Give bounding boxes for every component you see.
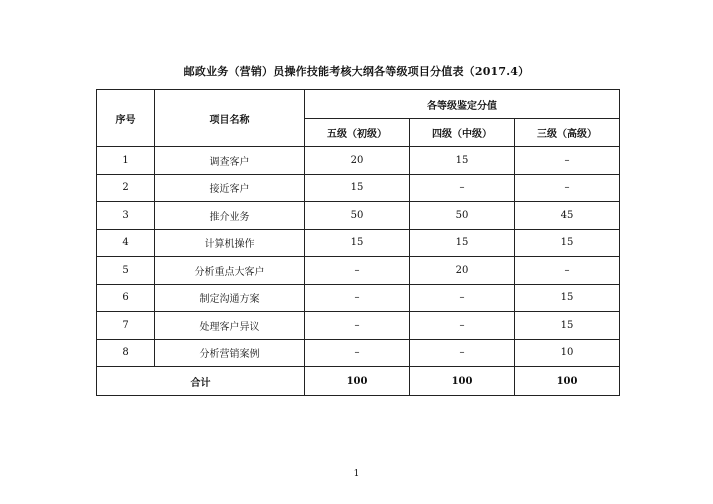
cell-seq: 2: [97, 174, 155, 202]
total-level-4: 100: [410, 367, 515, 396]
cell-level-3: –: [515, 147, 620, 175]
cell-level-4: –: [410, 174, 515, 202]
table-row: [97, 284, 620, 312]
cell-level-5: 20: [305, 147, 410, 175]
cell-level-3: 15: [515, 284, 620, 312]
cell-item-name: 接近客户: [155, 174, 305, 202]
cell-level-5: –: [305, 339, 410, 367]
cell-level-3: –: [515, 257, 620, 285]
cell-level-3: 15: [515, 312, 620, 340]
total-level-3: 100: [515, 367, 620, 396]
table-row: [97, 174, 620, 202]
header-level-5: 五级（初级）: [305, 119, 410, 147]
cell-level-3: 45: [515, 202, 620, 230]
table-row: [97, 312, 620, 340]
cell-item-name: 分析重点大客户: [155, 257, 305, 285]
cell-item-name: 制定沟通方案: [155, 284, 305, 312]
cell-level-5: –: [305, 257, 410, 285]
page-title: 邮政业务（营销）员操作技能考核大纲各等级项目分值表（2017.4）: [183, 65, 530, 78]
total-label: 合计: [97, 367, 305, 396]
cell-item-name: 计算机操作: [155, 229, 305, 257]
table-row: [97, 257, 620, 285]
cell-seq: 6: [97, 284, 155, 312]
cell-seq: 7: [97, 312, 155, 340]
cell-level-4: 15: [410, 229, 515, 257]
score-table: [96, 89, 620, 396]
cell-seq: 3: [97, 202, 155, 230]
cell-seq: 5: [97, 257, 155, 285]
header-group-score: 各等级鉴定分值: [305, 90, 620, 119]
cell-level-5: –: [305, 312, 410, 340]
cell-seq: 8: [97, 339, 155, 367]
cell-level-5: –: [305, 284, 410, 312]
cell-item-name: 调查客户: [155, 147, 305, 175]
table-row: [97, 339, 620, 367]
table-row: [97, 147, 620, 175]
table-row: [97, 229, 620, 257]
cell-seq: 1: [97, 147, 155, 175]
page-number: 1: [353, 469, 360, 479]
cell-level-4: –: [410, 339, 515, 367]
cell-level-3: –: [515, 174, 620, 202]
cell-level-5: 15: [305, 174, 410, 202]
header-level-4: 四级（中级）: [410, 119, 515, 147]
cell-level-5: 50: [305, 202, 410, 230]
header-row-1: [97, 90, 620, 119]
header-level-3: 三级（高级）: [515, 119, 620, 147]
total-level-5: 100: [305, 367, 410, 396]
total-row: [97, 367, 620, 396]
cell-level-5: 15: [305, 229, 410, 257]
cell-item-name: 分析营销案例: [155, 339, 305, 367]
cell-level-4: –: [410, 284, 515, 312]
cell-seq: 4: [97, 229, 155, 257]
cell-level-4: –: [410, 312, 515, 340]
header-item-name: 项目名称: [155, 90, 305, 147]
cell-level-3: 10: [515, 339, 620, 367]
cell-level-4: 50: [410, 202, 515, 230]
cell-item-name: 处理客户异议: [155, 312, 305, 340]
cell-item-name: 推介业务: [155, 202, 305, 230]
cell-level-4: 15: [410, 147, 515, 175]
table-row: [97, 202, 620, 230]
cell-level-3: 15: [515, 229, 620, 257]
header-seq: 序号: [97, 90, 155, 147]
cell-level-4: 20: [410, 257, 515, 285]
table-body: [97, 147, 620, 367]
